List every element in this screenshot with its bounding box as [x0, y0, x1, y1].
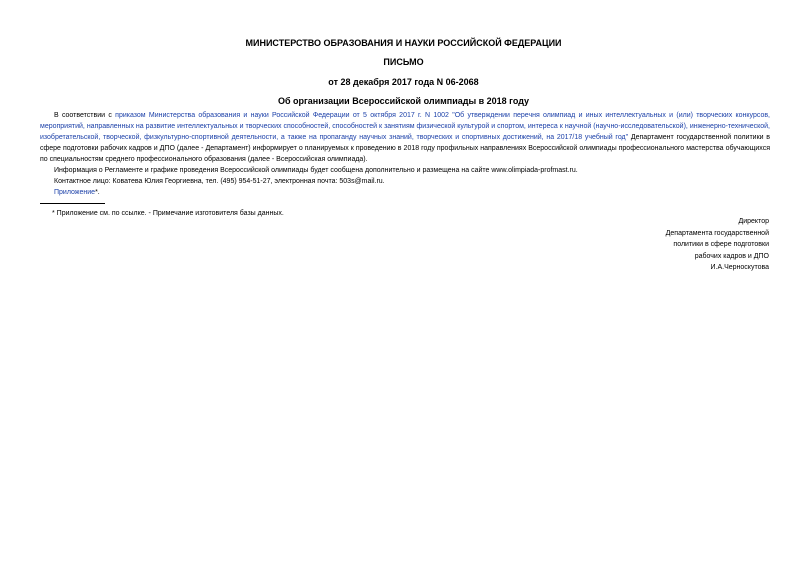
order-reference-link[interactable]: приказом Министерства образования и науки Российской Федерации от 5 октября 2017 г. N 1002 "Об утверждении перечня олимпиад и иных интеллектуальных и (или) творческих конкурсов, мероприятий, направленных на развитие интеллектуальных и творческих способностей, способностей к занятиям физической культурой и спортом, интереса к научной (научно-исследовательской), инженерно-технической, изобретательской, творческой, физкультурно-спортивной деятельности, а также на пропаганду научных знаний, творческих и спортивных достижений, на 2017/18 учебный год": [40, 112, 771, 141]
footnote-text: * Приложение см. по ссылке. - Примечание изготовителя базы данных.: [52, 210, 284, 217]
document-type-heading: ПИСЬМО: [383, 57, 424, 67]
date-number-heading: от 28 декабря 2017 года N 06-2068: [328, 77, 479, 87]
signature-block: [569, 216, 769, 274]
paragraph-1-main: Департамент государственной политики в сфере подготовки рабочих кадров и ДПО (далее - Департамент) информирует о планируемых к проведению в 2018 году профильных направлениях Всероссийской олимпиады профессионального мастерства обучающихся по специальностям среднего профессионального образования (далее - Всероссийская олимпиада).: [40, 134, 771, 163]
ministry-heading: МИНИСТЕРСТВО ОБРАЗОВАНИЯ И НАУКИ РОССИЙСКОЙ ФЕДЕРАЦИИ: [245, 38, 562, 48]
paragraph-1: [40, 110, 770, 165]
footnote-separator: [40, 203, 105, 204]
signature-department-line-3: рабочих кадров и ДПО: [694, 252, 769, 260]
letter-body: [40, 110, 770, 198]
signature-department-line-1: Департамента государственной: [665, 229, 769, 237]
signature-name: И.А.Черноскутова: [710, 264, 769, 271]
appendix-link[interactable]: Приложение: [54, 189, 96, 196]
paragraph-2: Информация о Регламенте и графике проведения Всероссийской олимпиады будет сообщена дополнительно и размещена на сайте www.olimpiada-profmast.ru.: [54, 167, 578, 174]
appendix-paragraph: [40, 187, 770, 198]
paragraph-1-intro: В соответствии с: [54, 112, 116, 119]
appendix-footnote-mark: *.: [95, 189, 100, 196]
signature-department-line-2: политики в сфере подготовки: [673, 241, 769, 248]
signature-title: Директор: [738, 218, 769, 225]
paragraph-3-contact: Контактное лицо: Коватева Юлия Георгиевна, тел. (495) 954-51-27, электронная почта: 503s@mail.ru.: [54, 178, 385, 185]
subject-heading: Об организации Всероссийской олимпиады в 2018 году: [277, 96, 530, 106]
